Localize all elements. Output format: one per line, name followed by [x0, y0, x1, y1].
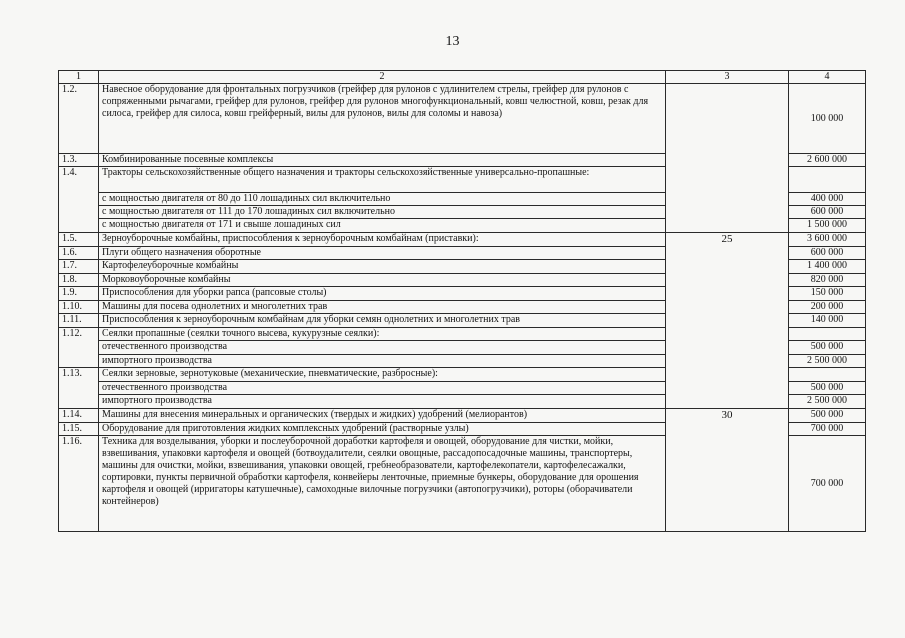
item-number: 1.14. [59, 409, 99, 423]
header-col-3: 3 [666, 71, 789, 84]
header-col-2: 2 [99, 71, 666, 84]
max-amount: 500 000 [789, 382, 866, 395]
item-description: с мощностью двигателя от 80 до 110 лошадиных сил включительно [99, 193, 666, 206]
max-amount: 400 000 [789, 193, 866, 206]
table-row [59, 84, 866, 154]
item-number: 1.13. [59, 368, 99, 409]
item-description: Машины для посева однолетних и многолетних трав [99, 301, 666, 314]
max-amount: 1 400 000 [789, 260, 866, 274]
item-number: 1.8. [59, 274, 99, 287]
rate-percent [666, 84, 789, 233]
item-number: 1.9. [59, 287, 99, 301]
item-number: 1.3. [59, 154, 99, 167]
item-description: Машины для внесения минеральных и органических (твердых и жидких) удобрений (мелиорантов) [99, 409, 666, 423]
rate-percent: 30 [666, 409, 789, 532]
item-number: 1.10. [59, 301, 99, 314]
page-number: 13 [445, 34, 460, 49]
item-description: Оборудование для приготовления жидких комплексных удобрений (растворные узлы) [99, 423, 666, 436]
max-amount: 3 600 000 [789, 233, 866, 247]
item-number: 1.4. [59, 167, 99, 233]
max-amount: 150 000 [789, 287, 866, 301]
item-description: Приспособления для уборки рапса (рапсовые столы) [99, 287, 666, 301]
max-amount: 600 000 [789, 247, 866, 260]
header-row [59, 71, 866, 84]
item-number: 1.12. [59, 328, 99, 368]
max-amount: 2 500 000 [789, 395, 866, 409]
max-amount: 140 000 [789, 314, 866, 328]
item-description: Навесное оборудование для фронтальных погрузчиков (грейфер для рулонов с удлинителем стрелы, грейфер для рулонов с сопряженными рычагами, грейфер для рулонов, грейфер для рулонов многофункциональный, ковш челюстной, ковш, резак для силоса, грейфер для силоса, ковш грейферный, вилы для рулонов, вилы для соломы и навоза) [99, 84, 666, 154]
equipment-table [58, 70, 866, 532]
max-amount: 200 000 [789, 301, 866, 314]
item-description: Морковоуборочные комбайны [99, 274, 666, 287]
item-description: Сеялки пропашные (сеялки точного высева, кукурузные сеялки): [99, 328, 666, 341]
max-amount: 600 000 [789, 206, 866, 219]
table-row [59, 409, 866, 423]
item-description: Плуги общего назначения оборотные [99, 247, 666, 260]
max-amount: 2 600 000 [789, 154, 866, 167]
item-number: 1.16. [59, 436, 99, 532]
item-description: Комбинированные посевные комплексы [99, 154, 666, 167]
item-number: 1.6. [59, 247, 99, 260]
item-number: 1.11. [59, 314, 99, 328]
item-number: 1.7. [59, 260, 99, 274]
header-col-4: 4 [789, 71, 866, 84]
item-description: Приспособления к зерноуборочным комбайнам для уборки семян однолетних и многолетних трав [99, 314, 666, 328]
item-description: отечественного производства [99, 341, 666, 355]
item-number: 1.5. [59, 233, 99, 247]
item-description: Зерноуборочные комбайны, приспособления к зерноуборочным комбайнам (приставки): [99, 233, 666, 247]
item-description: Техника для возделывания, уборки и послеуборочной доработки картофеля и овощей, оборудование для чистки, мойки, взвешивания, упаковки картофеля и овощей (ботвоудалители, сеялки овощные, рассадопосадочные машины, транспортеры, машины для очистки, мойки, взвешивания, упаковки овощей, гребнеобразователи, картофелекопатели, картофелесажалки, сортировки, пункты первичной обработки картофеля, конвейеры ленточные, приемные бункеры, оборудование для орошения картофеля и овощей (ирригаторы катушечные), самоходные вилочные погрузчики (автопогрузчики), роторы (оборачиватели контейнеров) [99, 436, 666, 532]
max-amount: 1 500 000 [789, 219, 866, 233]
item-description: с мощностью двигателя от 171 и свыше лошадиных сил [99, 219, 666, 233]
item-description: Сеялки зерновые, зернотуковые (механические, пневматические, разбросные): [99, 368, 666, 382]
item-description: импортного производства [99, 355, 666, 368]
item-description: Картофелеуборочные комбайны [99, 260, 666, 274]
item-number: 1.2. [59, 84, 99, 154]
item-number: 1.15. [59, 423, 99, 436]
table-row [59, 233, 866, 247]
max-amount: 500 000 [789, 409, 866, 423]
max-amount [789, 328, 866, 341]
max-amount [789, 368, 866, 382]
max-amount: 500 000 [789, 341, 866, 355]
max-amount [789, 167, 866, 193]
max-amount: 100 000 [789, 84, 866, 154]
item-description: Тракторы сельскохозяйственные общего назначения и тракторы сельскохозяйственные универсально-пропашные: [99, 167, 666, 193]
item-description: импортного производства [99, 395, 666, 409]
max-amount: 2 500 000 [789, 355, 866, 368]
item-description: отечественного производства [99, 382, 666, 395]
item-description: с мощностью двигателя от 111 до 170 лошадиных сил включительно [99, 206, 666, 219]
max-amount: 820 000 [789, 274, 866, 287]
max-amount: 700 000 [789, 423, 866, 436]
rate-percent: 25 [666, 233, 789, 409]
max-amount: 700 000 [789, 436, 866, 532]
header-col-1: 1 [59, 71, 99, 84]
